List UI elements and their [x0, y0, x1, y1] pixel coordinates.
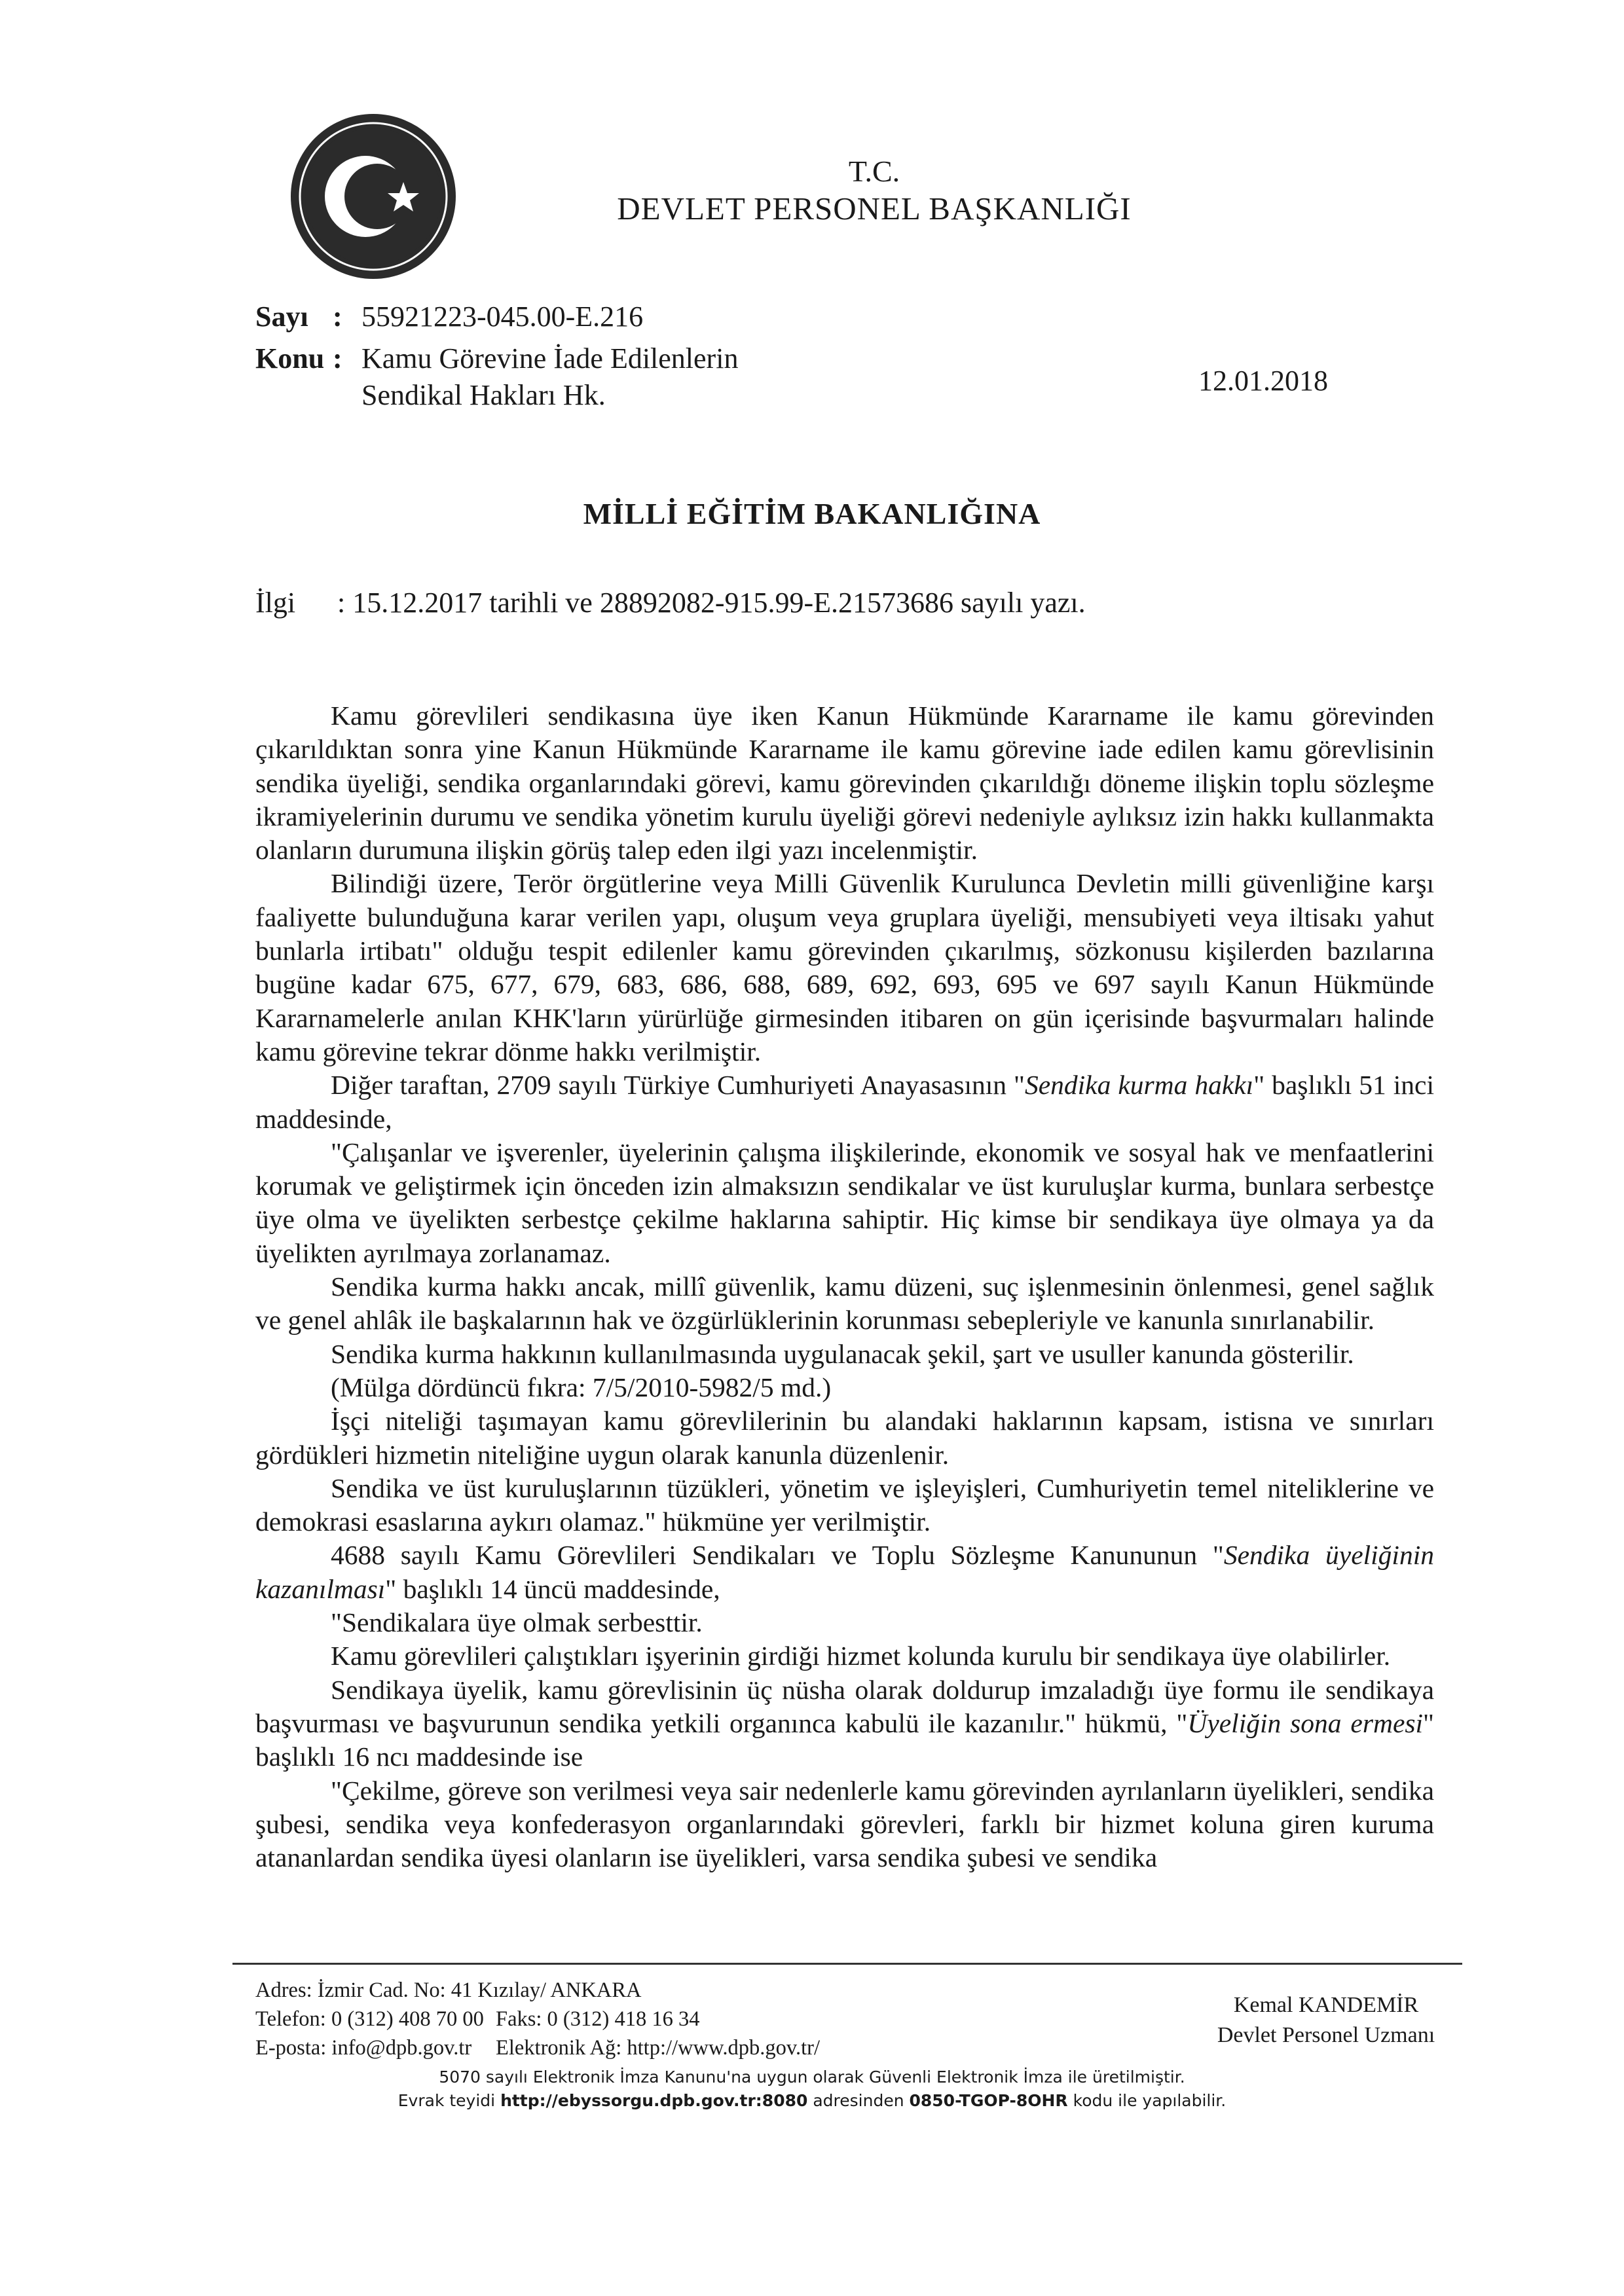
- quote-paragraph: Sendika kurma hakkı ancak, millî güvenlik, kamu düzeni, suç işlenmesinin önlenmesi, genel sağlık ve genel ahlâk ile başkalarının hak ve özgürlüklerinin korunması sebepleriyle ve kanunla sınırlanabilir.: [255, 1271, 1434, 1336]
- ilgi-row: [255, 586, 1086, 619]
- header-organization: DEVLET PERSONEL BAŞKANLIĞI: [617, 191, 1132, 227]
- konu-line2: Sendikal Hakları Hk.: [361, 379, 606, 411]
- sayi-row: Sayı : 55921223-045.00-E.216: [255, 301, 644, 333]
- quote-paragraph: Sendika kurma hakkının kullanılmasında uygulanacak şekil, şart ve usuller kanunda gösterilir.: [331, 1338, 1354, 1369]
- konu-row: Konu : Kamu Görevine İade Edilenlerin: [255, 342, 739, 374]
- verification-url[interactable]: http://ebyssorgu.dpb.gov.tr:8080: [500, 2091, 808, 2110]
- footer-phone: Telefon: 0 (312) 408 70 00: [255, 2007, 484, 2031]
- konu-label: Konu: [255, 342, 325, 374]
- recipient: MİLLİ EĞİTİM BAKANLIĞINA: [583, 497, 1041, 530]
- header-tc: T.C.: [848, 155, 900, 188]
- document-date: 12.01.2018: [1198, 365, 1328, 397]
- verification-code: 0850-TGOP-8OHR: [909, 2091, 1068, 2110]
- quote-paragraph: İşçi niteliği taşımayan kamu görevlilerinin bu alandaki haklarının kapsam, istisna ve sınırları gördükleri hizmetin niteliğine uygun olarak kanunla düzenlenir.: [255, 1406, 1434, 1470]
- konu-line1: Kamu Görevine İade Edilenlerin: [361, 342, 739, 374]
- footer-address: Adres: İzmir Cad. No: 41 Kızılay/ ANKARA: [255, 1978, 642, 2002]
- footer-contact: [255, 1976, 820, 2062]
- quote-paragraph: "Sendikalara üye olmak serbesttir.: [331, 1607, 703, 1638]
- signer-title: Devlet Personel Uzmanı: [1217, 2023, 1435, 2047]
- quote-paragraph: Sendikaya üyelik, kamu görevlisinin üç nüsha olarak doldurup imzaladığı üye formu ile sendikaya başvurması ve başvurunun sendika yetkili organınca kabulü ile kazanılır." hükmü, "Üyeliğin sona ermesi" başlıklı 16 ncı maddesinde ise: [255, 1674, 1434, 1772]
- paragraph: Diğer taraftan, 2709 sayılı Türkiye Cumhuriyeti Anayasasının "Sendika kurma hakkı" başlıklı 51 inci maddesinde,: [255, 1070, 1434, 1134]
- quote-paragraph: Sendika ve üst kuruluşlarının tüzükleri, yönetim ve işleyişleri, Cumhuriyetin temel niteliklerine ve demokrasi esaslarına aykırı olamaz." hükmüne yer verilmiştir.: [255, 1472, 1434, 1537]
- quote-paragraph: "Çalışanlar ve işverenler, üyelerinin çalışma ilişkilerinde, ekonomik ve sosyal hak ve menfaatlerini korumak ve geliştirmek için önceden izin almaksızın sendikalar ve üst kuruluşlar kurma, bunlara serbestçe üye olma ve üyelikten serbestçe çekilme haklarına sahiptir. Hiç kimse bir sendikaya üye olmaya ya da üyelikten ayrılmaya zorlanamaz.: [255, 1137, 1434, 1268]
- footer-fax: Faks: 0 (312) 418 16 34: [496, 2007, 700, 2031]
- sayi-label: Sayı: [255, 301, 308, 333]
- quote-paragraph: Kamu görevlileri çalıştıkları işyerinin girdiği hizmet kolunda kurulu bir sendikaya üye olabilirler.: [331, 1641, 1391, 1671]
- paragraph: Bilindiği üzere, Terör örgütlerine veya Milli Güvenlik Kurulunca Devletin milli güvenliğine karşı faaliyette bulunduğuna karar verilen yapı, oluşum veya gruplara üyeliği, mensubiyeti veya iltisakı yahut bunlarla irtibatı" olduğu tespit edilenler kamu görevinden çıkarılmış, sözkonusu kişilerden bazılarına bugüne kadar 675, 677, 679, 683, 686, 688, 689, 692, 693, 695 ve 697 sayılı Kanun Hükmünde Kararnamelerle anılan KHK'ların yürürlüğe girmesinden itibaren on gün içerisinde başvurmaları halinde kamu görevine tekrar dönme hakkı verilmiştir.: [255, 868, 1434, 1066]
- ilgi-value: : 15.12.2017 tarihli ve 28892082-915.99-E.21573686 sayılı yazı.: [337, 587, 1086, 619]
- signer-name: Kemal KANDEMİR: [1233, 1993, 1419, 2017]
- ilgi-label: İlgi: [255, 587, 296, 619]
- quote-paragraph: (Mülga dördüncü fıkra: 7/5/2010-5982/5 md.): [331, 1372, 832, 1402]
- paragraph: Kamu görevlileri sendikasına üye iken Kanun Hükmünde Kararname ile kamu görevinden çıkarıldıktan sonra yine Kanun Hükmünde Kararname ile kamu görevine iade edilen kamu görevlisinin sendika üyeliği, sendika organlarındaki görevi, kamu görevinden çıkarıldığı döneme ilişkin toplu sözleşme ikramiyelerinin durumu ve sendika yönetim kurulu üyeliği görevi nedeniyle aylıksız izin hakkı kullanmakta olanların durumuna ilişkin görüş talep eden ilgi yazı incelenmiştir.: [255, 701, 1434, 866]
- footer-network: Elektronik Ağ: http://www.dpb.gov.tr/: [496, 2036, 820, 2060]
- footer-signer: [1192, 1990, 1460, 2050]
- letter-body: [255, 699, 1434, 1874]
- paragraph: 4688 sayılı Kamu Görevlileri Sendikaları ve Toplu Sözleşme Kanununun "Sendika üyeliğinin kazanılması" başlıklı 14 üncü maddesinde,: [255, 1540, 1434, 1604]
- footer-divider: [232, 1963, 1462, 1965]
- verification-note: Evrak teyidi http://ebyssorgu.dpb.gov.tr:8080 adresinden 0850-TGOP-8OHR kodu ile yapılabilir.: [397, 2091, 1227, 2110]
- footer-email: E-posta: info@dpb.gov.tr: [255, 2036, 472, 2060]
- quote-paragraph: "Çekilme, göreve son verilmesi veya sair nedenlerle kamu görevinden ayrılanların üyelikleri, sendika şubesi, sendika veya konfederasyon organlarındaki görevleri, farklı bir hizmet koluna giren kuruma atananlardan sendika üyesi olanların ise üyelikleri, varsa sendika şubesi ve sendika: [255, 1775, 1434, 1873]
- esign-note: 5070 sayılı Elektronik İmza Kanunu'na uygun olarak Güvenli Elektronik İmza ile üretilmiştir.: [439, 2068, 1185, 2086]
- sayi-value: 55921223-045.00-E.216: [361, 301, 644, 333]
